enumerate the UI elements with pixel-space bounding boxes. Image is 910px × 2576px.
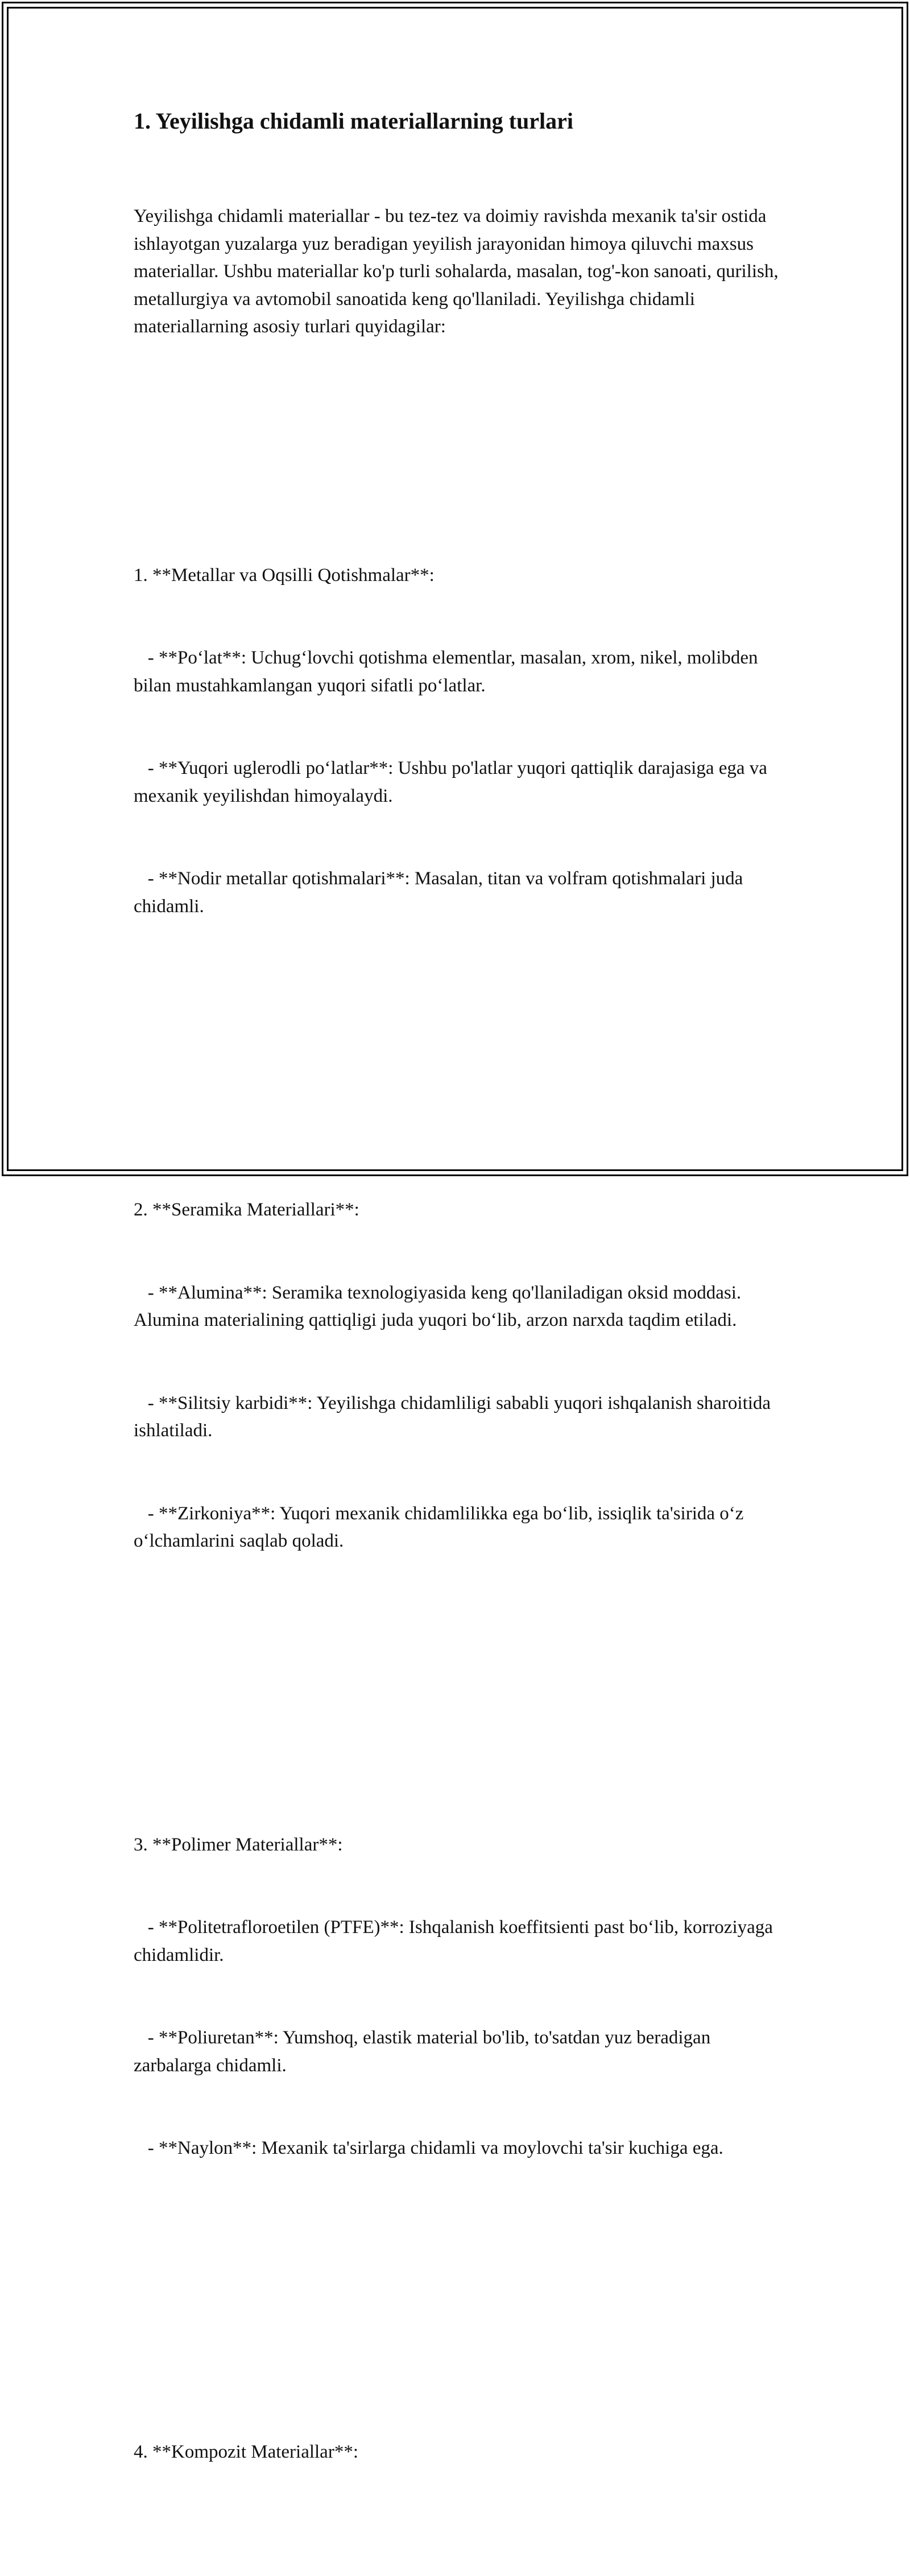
section-2 [134,1141,782,1610]
section-heading: 1. Yeyilishga chidamli materiallarning turlari [134,108,573,134]
list-item: - **Alumina**: Seramika texnologiyasida keng qo'llaniladigan oksid moddasi. Alumina materialining qattiqligi juda yuqori bo‘lib, arzon narxda taqdim etiladi. [134,1282,745,1330]
document-body [134,147,782,2576]
section-1 [134,506,782,976]
paragraph-gap [134,1666,782,1693]
list-item: - **Nodir metallar qotishmalari**: Masalan, titan va volfram qotishmalari juda chidamli. [134,868,748,917]
document-page [134,105,782,2576]
intro-paragraph: Yeyilishga chidamli materiallar - bu tez-tez va doimiy ravishda mexanik ta'sir ostida ishlayotgan yuzalarga yuz beradigan yeyilish jarayonidan himoya qiluvchi maxsus materiallar. Ushbu materiallar ko'p turli sohalarda, masalan, tog'-kon sanoati, qurilish, metallurgiya va avtomobil sanoatida keng qo'llaniladi. Yeyilishga chidamli materiallarning asosiy turlari quyidagilar: [134,206,783,337]
list-item: - **Yuqori uglerodli po‘latlar**: Ushbu po'latlar yuqori qattiqlik darajasiga ega va mexanik yeyilishdan himoyalaydi. [134,758,772,806]
list-item: - **Politetrafloroetilen (PTFE)**: Ishqalanish koeffitsienti past bo‘lib, korroziyaga chidamlidir. [134,1917,778,1965]
section-4 [134,2383,782,2521]
list-item: - **Silitsiy karbidi**: Yeyilishga chidamliligi sababli yuqori ishqalanish sharoitida ishlatiladi. [134,1392,776,1441]
section-title: 4. **Kompozit Materiallar**: [134,2441,358,2462]
section-3 [134,1776,782,2218]
list-item: - **Zirkoniya**: Yuqori mexanik chidamlilikka ega bo‘lib, issiqlik ta'sirida o‘z o‘lchamlarini saqlab qoladi. [134,1503,748,1551]
list-item: - **Po‘lat**: Uchug‘lovchi qotishma elementlar, masalan, xrom, nikel, molibden bilan mustahkamlangan yuqori sifatli po‘latlar. [134,648,763,696]
list-item: - **Poliuretan**: Yumshoq, elastik material bo'lib, to'satdan yuz beradigan zarbalarga chidamli. [134,2027,715,2076]
section-title: 3. **Polimer Materiallar**: [134,1834,343,1855]
section-title: 1. **Metallar va Oqsilli Qotishmalar**: [134,564,435,586]
section-title: 2. **Seramika Materiallari**: [134,1200,359,1220]
paragraph-gap [134,396,782,424]
paragraph-gap [134,1031,782,1058]
paragraph-gap [134,2273,782,2301]
list-item: - **Naylon**: Mexanik ta'sirlarga chidamli va moylovchi ta'sir kuchiga ega. [134,2138,723,2158]
